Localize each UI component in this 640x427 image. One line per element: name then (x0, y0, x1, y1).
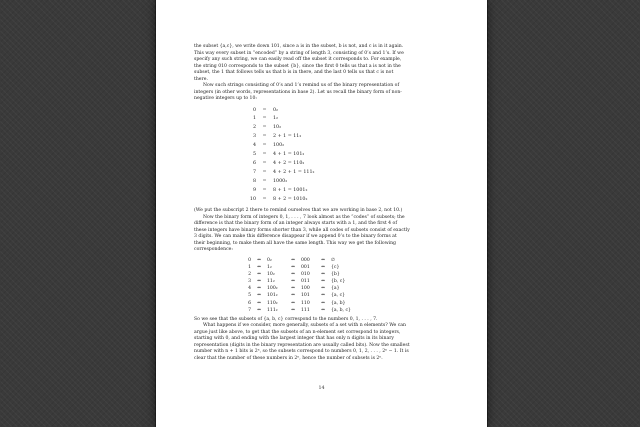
document-page (156, 0, 487, 427)
binary-row: 3 = 2 + 1 = 11₂ (252, 134, 302, 140)
binary-row: 8 = 1000₂ (252, 178, 288, 184)
correspondence-row: 7 ⇔ 111₂ ⇔ 111 ⇔ {a, b, c} (248, 307, 351, 313)
correspondence-row: 3 ⇔ 11₂ ⇔ 011 ⇔ {b, c} (248, 279, 346, 285)
binary-list (242, 107, 450, 205)
binary-row: 1 = 1₂ (252, 116, 278, 122)
paragraph-intro: the subset {a,c}, we write down 101, since a is in the subset, b is not, and c is in it again. This way every subset in “encoded” by a string of length 3, consisting of 0’s and 1’s. If we specify any such string, we can easily read off the subset it corresponds to. For example, the string 010 corresponds to the subset {b}, since the first 0 tells us that a is not in the subset, the 1 that follows tells us that b is in there, and the last 0 tells us that c is not there. (194, 44, 404, 82)
binary-row: 10 = 8 + 2 = 1010₂ (249, 196, 308, 202)
correspondence-row: 1 ⇔ 1₂ ⇔ 001 ⇔ {c} (248, 265, 340, 271)
paragraph-general: What happens if we consider, more generally, subsets of a set with n elements? We can argue just like above, to get that the subsets of an n-element set correspond to integers, starting with 0, and ending with the largest integer that has only n digits in its binary representation (digits in the binary representation are usually called bits). Now the smallest number with n + 1 bits is 2ⁿ, so the subsets correspond to numbers 0, 1, 2, . . . , 2ⁿ − 1. It is clear that the number of these numbers in 2ⁿ, hence the number of subsets is 2ⁿ. (194, 323, 410, 361)
binary-row: 9 = 8 + 1 = 1001₂ (252, 187, 308, 193)
binary-row: 7 = 4 + 2 + 1 = 111₂ (252, 169, 315, 175)
correspondence-row: 6 ⇔ 110₂ ⇔ 110 ⇔ {a, b} (248, 300, 346, 306)
paragraph-so-we-see: So we see that the subsets of {a, b, c} correspond to the numbers 0, 1, . . . , 7. (194, 316, 378, 322)
page-number: 14 (318, 386, 325, 391)
correspondence-row: 2 ⇔ 10₂ ⇔ 010 ⇔ {b} (248, 272, 340, 278)
page-content (194, 44, 450, 362)
correspondence-row: 5 ⇔ 101₂ ⇔ 101 ⇔ {a, c} (248, 293, 346, 299)
correspondence-row: 0 ⇔ 0₂ ⇔ 000 ⇔ ∅ (248, 257, 336, 263)
binary-row: 0 = 0₂ (252, 107, 278, 113)
correspondence-table (243, 257, 450, 314)
binary-row: 6 = 4 + 2 = 110₂ (252, 160, 305, 166)
paragraph-binary: Now such strings consisting of 0’s and 1’s remind us of the binary representation of integers (in other words, representations in base 2). Let us recall the binary form of non- negative integers up to 10: (194, 83, 402, 101)
correspondence-row: 4 ⇔ 100₂ ⇔ 100 ⇔ {a} (248, 286, 340, 292)
binary-row: 2 = 10₂ (252, 125, 282, 131)
binary-row: 4 = 100₂ (252, 143, 285, 149)
paragraph-codes: Now the binary form of integers 0, 1, . . . , 7 look almost as the “codes” of subsets; the difference is that the binary form of an integer always starts with a 1, and the first 4 of these integers have binary forms shorter than 3, while all codes of subsets consist of exactly 3 digits. We can make this difference disappear if we append 0’s to the binary forms at their beginning, to make them all have the same length. This way we get the following correspondence: (194, 214, 410, 253)
paragraph-subscript: (We put the subscript 2 there to remind ourselves that we are working in base 2, not 10.) (194, 208, 403, 214)
binary-row: 5 = 4 + 1 = 101₂ (252, 152, 305, 158)
